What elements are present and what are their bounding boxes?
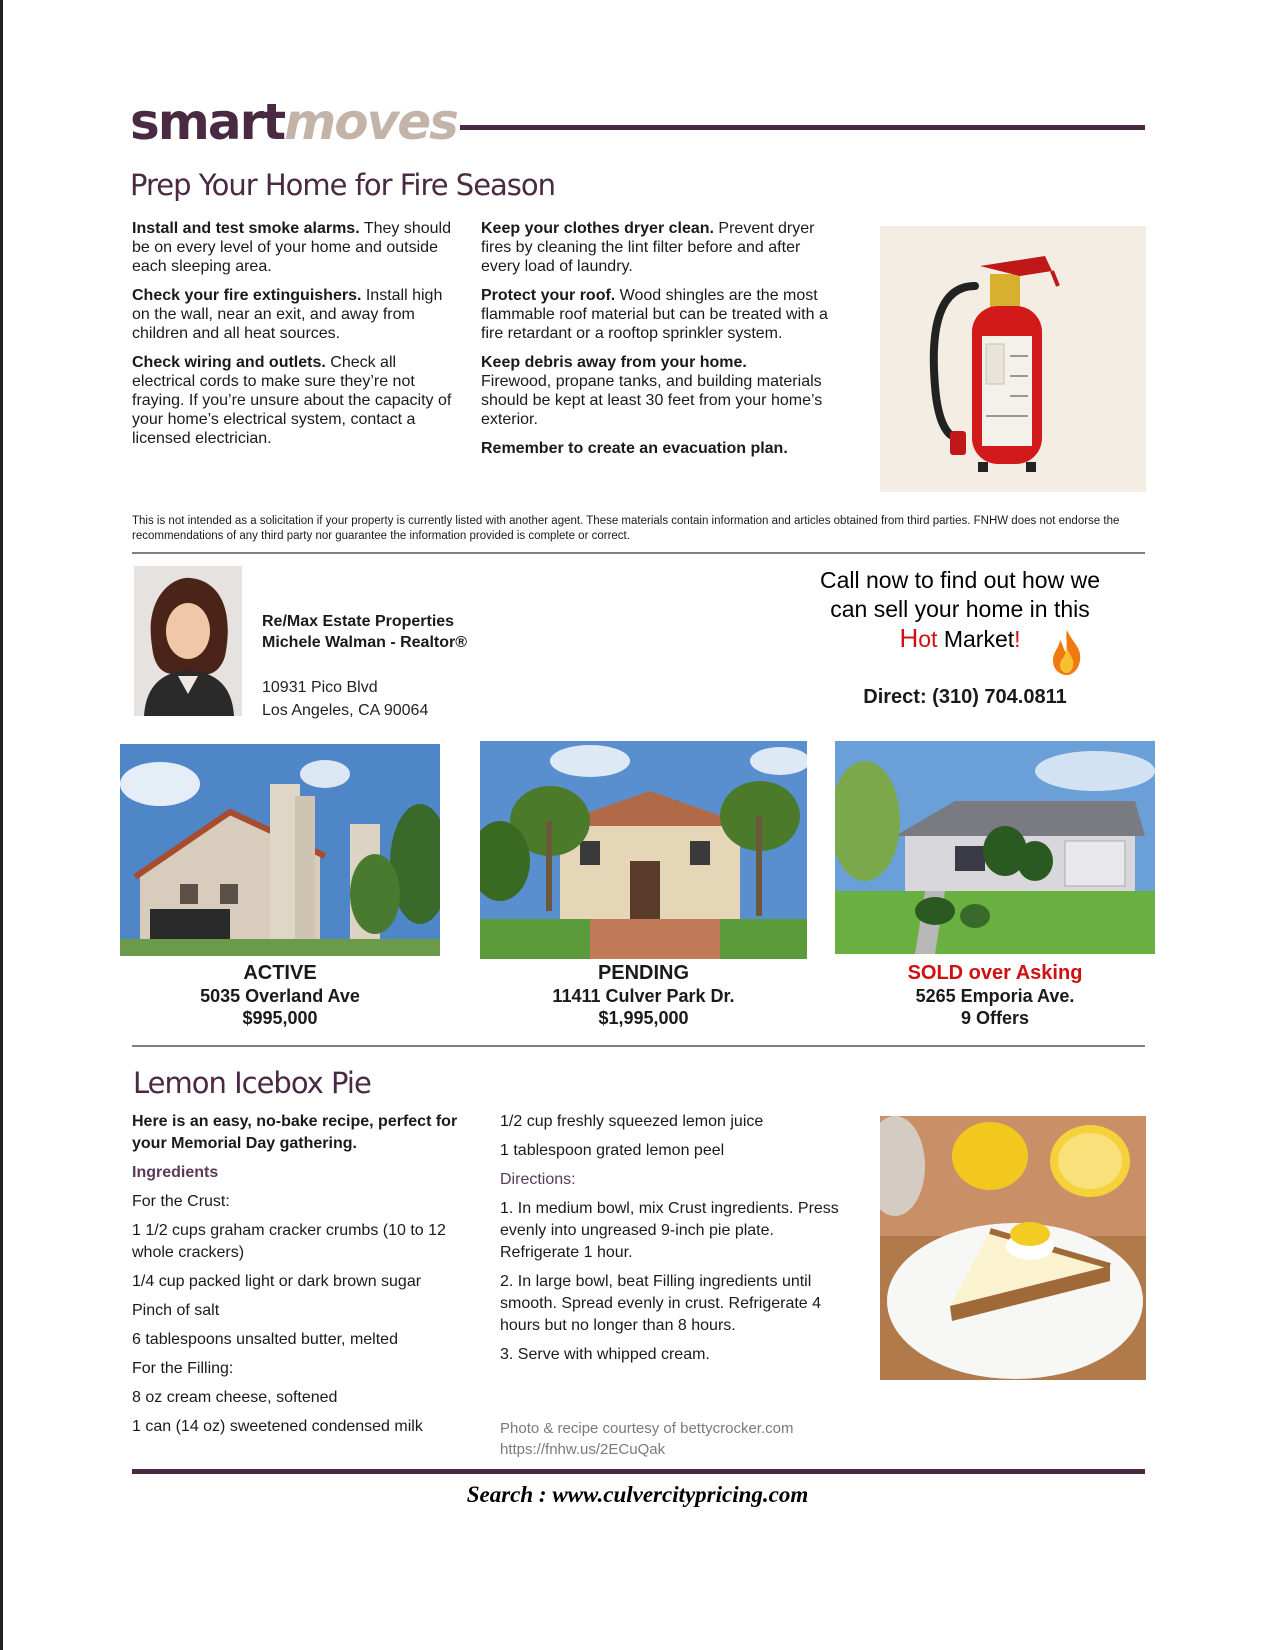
tip-heading: Check your fire extinguishers. (132, 287, 362, 304)
direct-phone: Direct: (310) 704.0811 (863, 686, 1067, 708)
tip-text: They should be on every level of your home and outside each sleeping area. (132, 220, 451, 275)
recipe-left-column (132, 1111, 472, 1445)
flame-icon (1050, 628, 1084, 676)
tip-text: Check all electrical cords to make sure they’re not fraying. If you’re unsure about the capacity of your home’s electrical system, contact a licensed electrician. (132, 354, 452, 447)
cta-hot-rest: ot (918, 626, 938, 652)
credit-line: Photo & recipe courtesy of bettycrocker.com (500, 1420, 794, 1437)
listing-price: $1,995,000 (598, 1008, 689, 1028)
cta-line1: Call now to find out how we (820, 567, 1100, 593)
cta-line3 (780, 624, 1140, 654)
tip-extinguishers (132, 286, 457, 343)
tip-heading: Protect your roof. (481, 287, 616, 304)
page-left-border (0, 0, 3, 1650)
ingredient-item: 1 1/2 cups graham cracker crumbs (10 to 12 whole crackers) (132, 1222, 446, 1261)
direction-step: 3. Serve with whipped cream. (500, 1346, 710, 1363)
divider-top (132, 552, 1145, 554)
tip-heading: Install and test smoke alarms. (132, 220, 360, 237)
footer-search-link[interactable]: Search : www.culvercitypricing.com (466, 1482, 809, 1507)
directions-label: Directions: (500, 1171, 576, 1188)
listing-photo-pending (480, 741, 807, 959)
agent-address-line1: 10931 Pico Blvd (262, 679, 378, 696)
divider-bottom (132, 1469, 1145, 1474)
ingredient-item: For the Filling: (132, 1360, 234, 1377)
listing-caption-pending (480, 961, 807, 1029)
tip-text: Prevent dryer fires by cleaning the lint filter before and after every load of laundry. (481, 220, 815, 275)
ingredient-item: 8 oz cream cheese, softened (132, 1389, 338, 1406)
cta-hot-h: H (899, 623, 919, 653)
tip-text: Install high on the wall, near an exit, and away from children and all heat sources. (132, 287, 443, 342)
tip-roof (481, 286, 836, 343)
recipe-title: Lemon Icebox Pie (133, 1066, 371, 1100)
tip-text: Firewood, propane tanks, and building materials should be kept at least 30 feet from your home’s exterior. (481, 373, 823, 428)
disclaimer-text: This is not intended as a solicitation if your property is currently listed with another agent. These materials contain information and articles obtained from third parties. FNHW does not endorse the recommendations of any third party nor guarantee the information provided is complete or correct. (132, 515, 1120, 542)
agent-address-block (262, 676, 428, 722)
call-to-action (780, 566, 1140, 654)
ingredient-item: For the Crust: (132, 1193, 230, 1210)
fire-tips-right (481, 219, 836, 468)
listing-caption-active (120, 961, 440, 1029)
listing-status: ACTIVE (243, 962, 317, 984)
listing-address: 5265 Emporia Ave. (915, 986, 1075, 1006)
cta-bang: ! (1014, 626, 1021, 652)
listing-offers: 9 Offers (960, 1008, 1030, 1028)
agent-company-block (262, 611, 467, 653)
lemon-pie-image (880, 1116, 1146, 1380)
ingredient-item: 1 tablespoon grated lemon peel (500, 1142, 725, 1159)
recipe-credit (500, 1418, 860, 1460)
listing-status: SOLD over Asking (907, 962, 1083, 984)
listing-address: 11411 Culver Park Dr. (552, 986, 735, 1006)
tip-heading: Keep debris away from your home. (481, 354, 747, 371)
brand-logo (130, 92, 457, 152)
fire-tips-left (132, 219, 457, 458)
agent-photo (134, 566, 242, 716)
brand-part-smart: smart (130, 93, 285, 151)
divider-middle (132, 1045, 1145, 1047)
recipe-right-column (500, 1111, 840, 1373)
tip-evacuation (481, 439, 836, 458)
listing-caption-sold (835, 961, 1155, 1029)
agent-name: Michele Walman - Realtor® (262, 634, 468, 651)
recipe-intro: Here is an easy, no-bake recipe, perfect for your Memorial Day gathering. (132, 1113, 458, 1152)
tip-dryer (481, 219, 836, 276)
tip-wiring (132, 353, 457, 448)
ingredient-item: Pinch of salt (132, 1302, 220, 1319)
tip-text: Wood shingles are the most flammable roof material but can be treated with a fire retardant or a rooftop sprinkler system. (481, 287, 828, 342)
listing-address: 5035 Overland Ave (200, 986, 360, 1006)
listing-price: $995,000 (242, 1008, 318, 1028)
direction-step: 1. In medium bowl, mix Crust ingredients. Press evenly into ungreased 9-inch pie plate. Refrigerate 1 hour. (500, 1200, 839, 1261)
tip-debris (481, 353, 836, 429)
tip-heading: Remember to create an evacuation plan. (481, 440, 788, 457)
tip-smoke-alarms (132, 219, 457, 276)
fire-section-title: Prep Your Home for Fire Season (130, 168, 556, 202)
cta-line2: can sell your home in this (830, 596, 1090, 622)
ingredients-label: Ingredients (132, 1164, 219, 1181)
agent-company: Re/Max Estate Properties (262, 613, 455, 630)
brand-rule (460, 125, 1145, 130)
listing-status: PENDING (597, 962, 690, 984)
cta-market: Market (937, 626, 1015, 652)
tip-heading: Keep your clothes dryer clean. (481, 220, 714, 237)
agent-address-line2: Los Angeles, CA 90064 (262, 702, 429, 719)
listing-photo-active (120, 744, 440, 956)
fire-extinguisher-image (880, 226, 1146, 492)
ingredient-item: 1/4 cup packed light or dark brown sugar (132, 1273, 422, 1290)
ingredient-item: 6 tablespoons unsalted butter, melted (132, 1331, 398, 1348)
direction-step: 2. In large bowl, beat Filling ingredients until smooth. Spread evenly in crust. Refrigerate 4 hours but no longer than 8 hours. (500, 1273, 822, 1334)
ingredient-item: 1 can (14 oz) sweetened condensed milk (132, 1418, 423, 1435)
tip-heading: Check wiring and outlets. (132, 354, 326, 371)
brand-part-moves: moves (284, 93, 457, 151)
credit-link[interactable]: https://fnhw.us/2ECuQak (500, 1441, 666, 1458)
listing-photo-sold (835, 741, 1155, 954)
ingredient-item: 1/2 cup freshly squeezed lemon juice (500, 1113, 764, 1130)
